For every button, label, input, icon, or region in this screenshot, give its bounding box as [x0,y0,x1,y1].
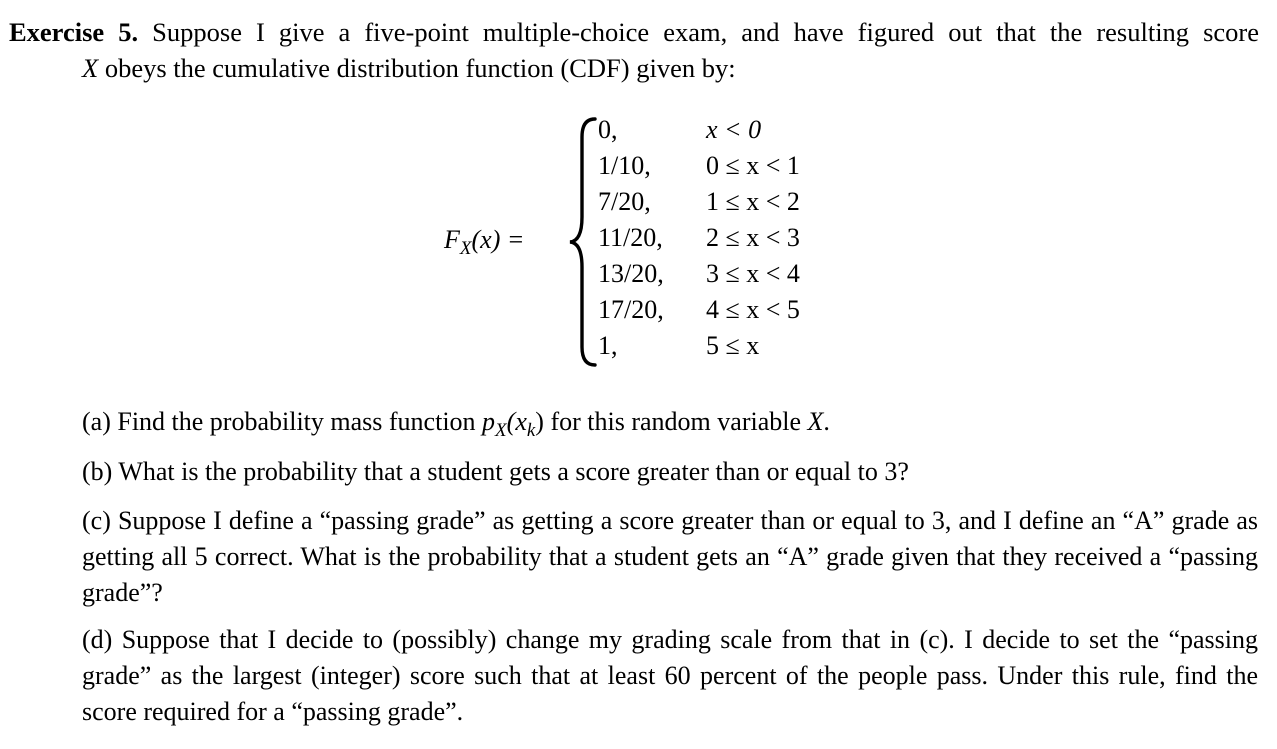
cdf-row [598,328,826,364]
pmf-close: ) [535,407,544,436]
cdf-row [598,292,826,328]
cdf-condition: 5 ≤ x [706,331,760,360]
exercise-label: Exercise 5. [9,17,139,47]
cdf-function-name: F [444,225,460,254]
pmf-argument-subscript: k [526,420,536,441]
cdf-row [598,112,826,148]
cdf-condition: x < 0 [706,115,762,144]
part-b: (b) What is the probability that a student gets a score greater than or equal to 3? [82,457,909,486]
cdf-condition: 3 ≤ x < 4 [706,259,800,288]
cdf-argument: (x) = [471,225,525,254]
exercise-intro-text: Suppose I give a five-point multiple-choice exam, and have figured out that the resulting score [152,17,1260,47]
cdf-cases-table [598,112,826,364]
part-a-period: . [823,407,830,436]
exercise-intro-line-2 [82,50,736,86]
cdf-value: 17/20, [598,295,664,324]
pmf-symbol: p [482,407,496,436]
cdf-value: 1/10, [598,151,651,180]
random-variable-x: X [82,53,99,83]
cdf-condition: 4 ≤ x < 5 [706,295,800,324]
part-a [82,404,1258,443]
part-d: (d) Suppose that I decide to (possibly) change my grading scale from that in (c). I decide to set the “passing grade” as the largest (integer) score such that at least 60 percent of the people pass. Under this rule, find the score required for a “passing grade”. [82,625,1258,726]
cdf-row [598,184,826,220]
cdf-row [598,148,826,184]
cdf-value: 13/20, [598,259,664,288]
cdf-value: 11/20, [598,223,663,252]
exercise-intro-line-1 [9,14,1259,50]
part-a-variable: X [807,407,824,436]
cdf-subscript: X [459,238,472,259]
part-c: (c) Suppose I define a “passing grade” as getting a score greater than or equal to 3, and I define an “A” grade as getting all 5 correct. What is the probability that a student gets an “A” grade given that they received a “passing grade”? [82,506,1258,607]
cdf-condition: 0 ≤ x < 1 [706,151,800,180]
cdf-value: 0, [598,115,618,144]
left-brace-icon [565,117,601,367]
cdf-row [598,256,826,292]
pmf-subscript: X [495,420,507,441]
pmf-argument: (x [506,407,527,436]
cdf-lhs [444,222,524,261]
exercise-intro-text-2: obeys the cumulative distribution function (CDF) given by: [104,53,736,83]
part-a-text: (a) Find the probability mass function [82,407,476,436]
cdf-value: 7/20, [598,187,651,216]
cdf-row [598,220,826,256]
cdf-value: 1, [598,331,618,360]
part-a-text-end: for this random variable [550,407,801,436]
cdf-condition: 1 ≤ x < 2 [706,187,800,216]
cdf-condition: 2 ≤ x < 3 [706,223,800,252]
